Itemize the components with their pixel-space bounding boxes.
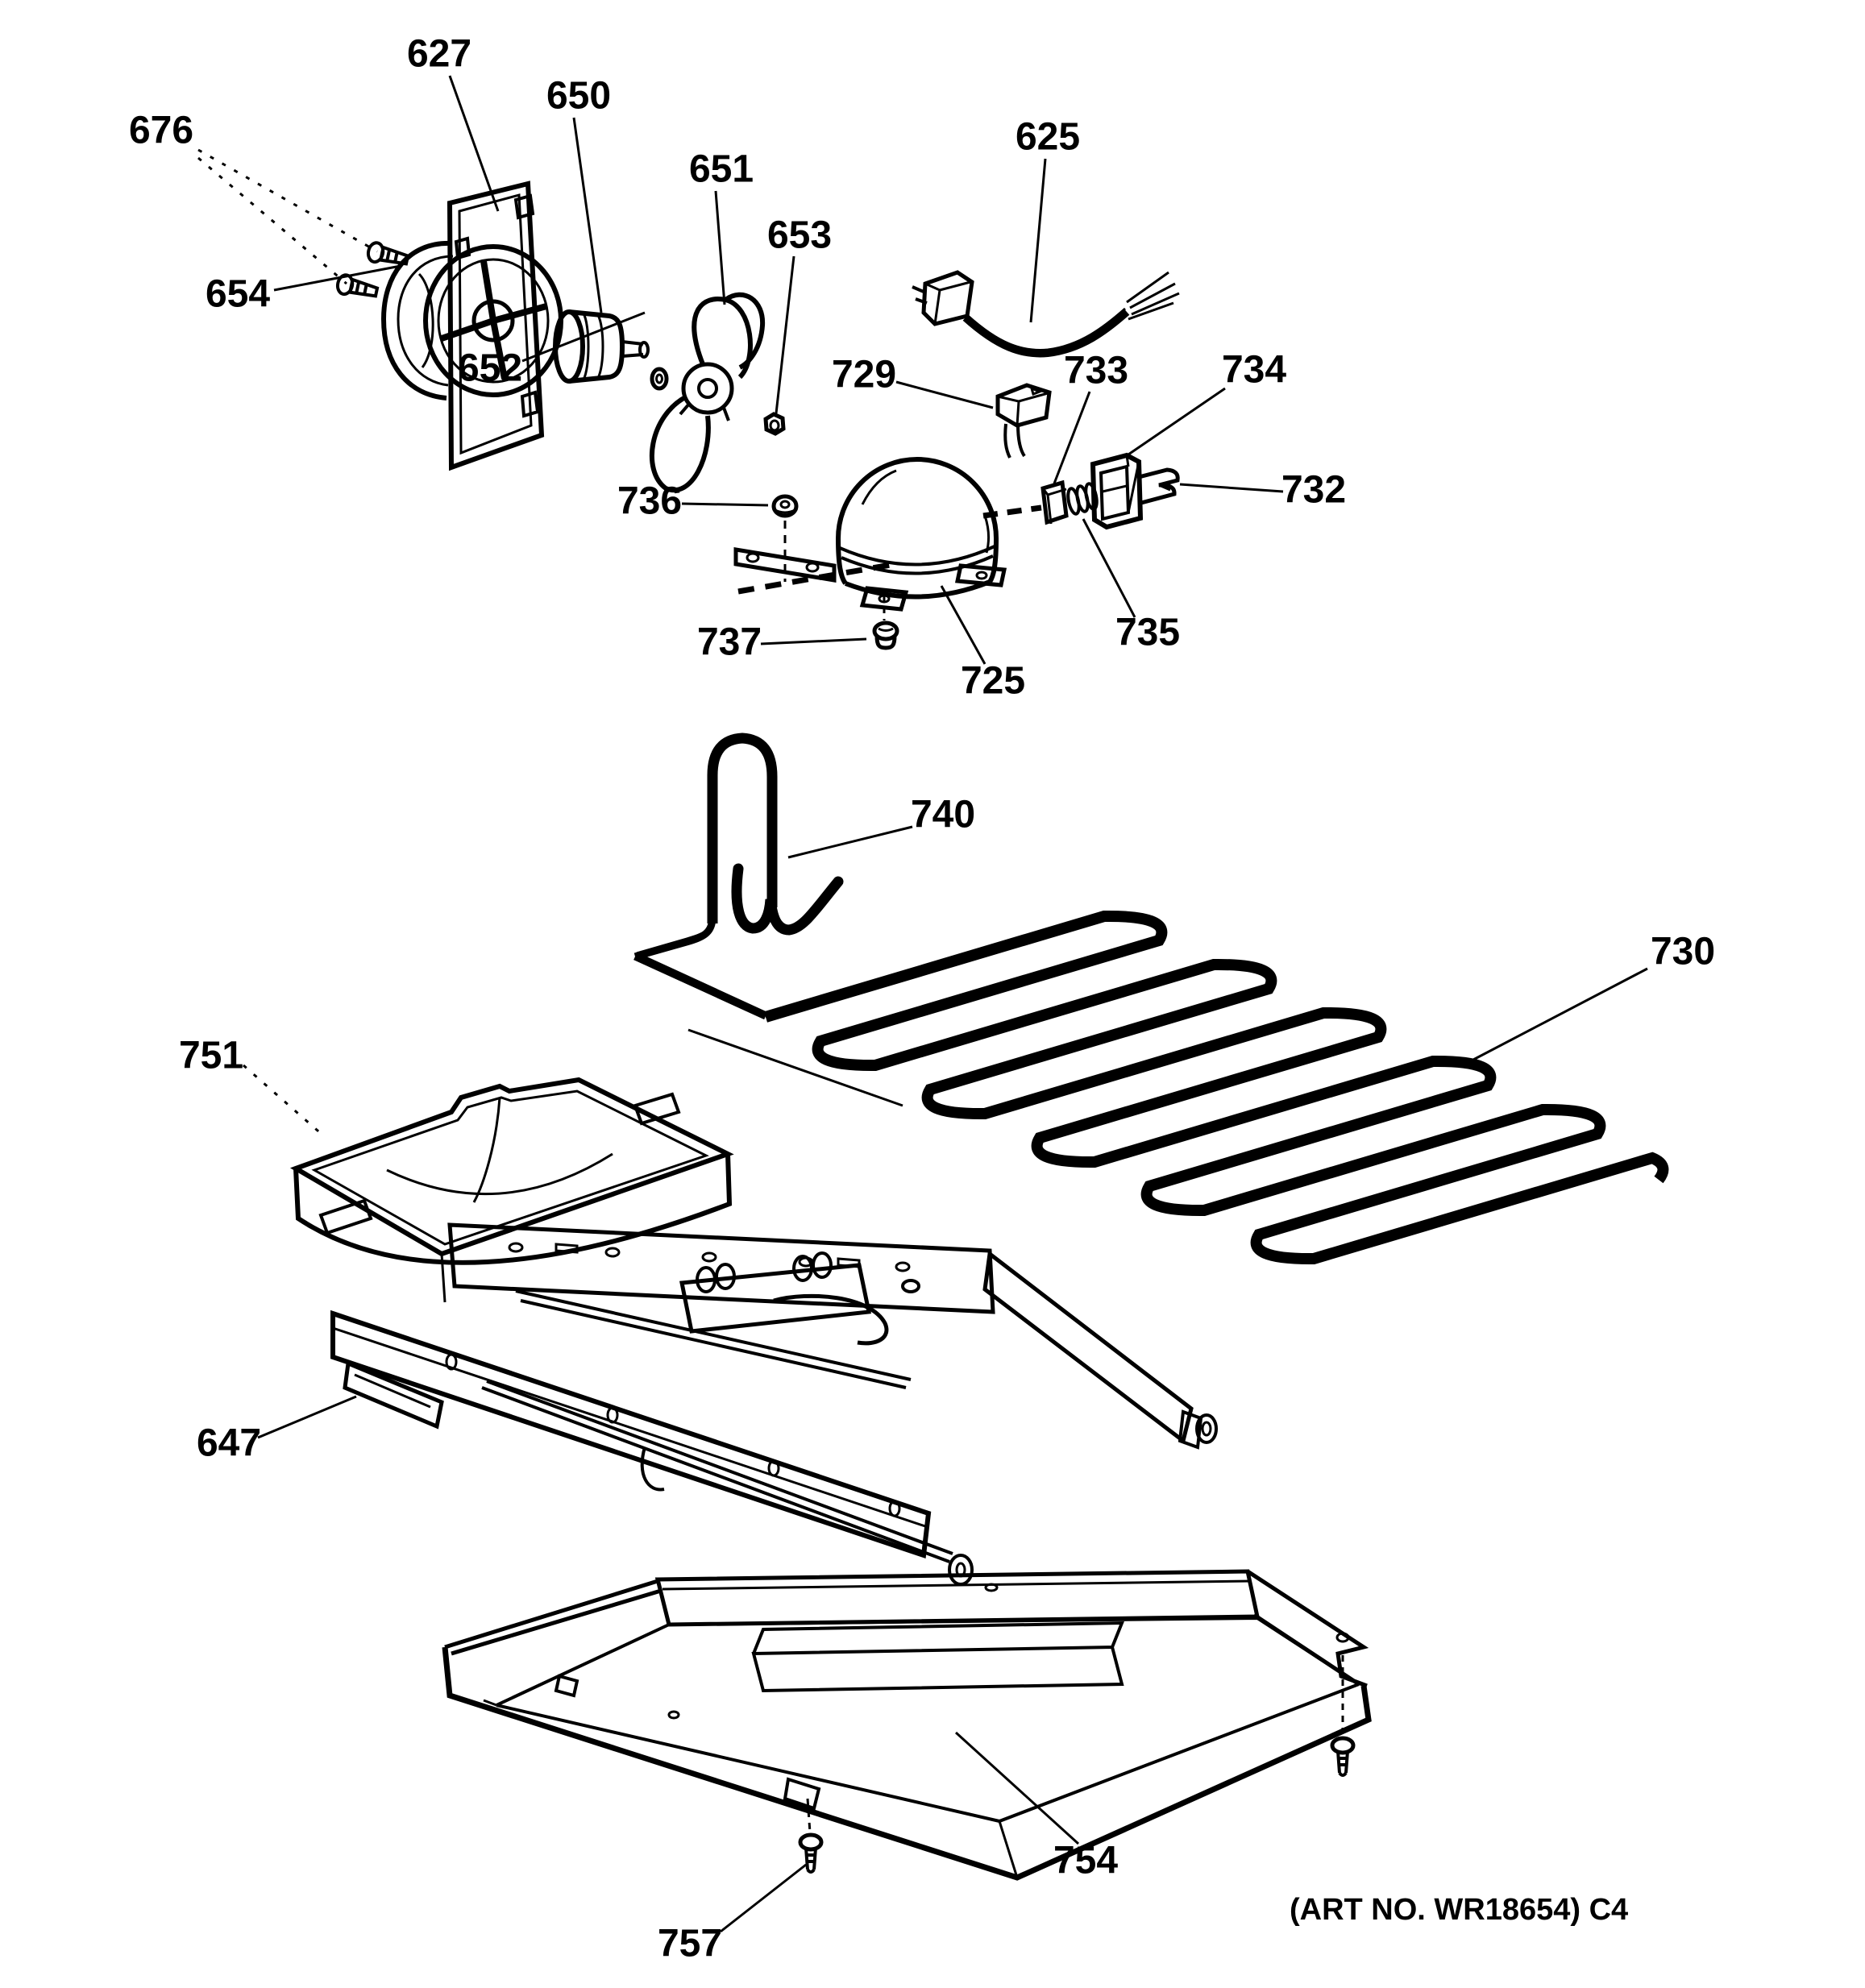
leader-line-651	[716, 191, 725, 305]
part-number-text-736: 736	[617, 479, 683, 523]
part-label-650	[546, 75, 611, 313]
leader-line-729	[896, 382, 993, 408]
part-label-735	[1083, 519, 1180, 654]
part-740-tube	[635, 738, 903, 1106]
part-number-text-754: 754	[1053, 1839, 1119, 1882]
part-label-734	[1128, 349, 1286, 454]
part-number-text-757: 757	[657, 1922, 723, 1965]
leader-line-650	[574, 118, 601, 313]
part-number-text-725: 725	[960, 659, 1026, 703]
part-737-stud	[874, 623, 897, 648]
part-number-text-730: 730	[1650, 930, 1716, 973]
part-732-clip	[1139, 470, 1178, 503]
art-number: (ART NO. WR18654) C4	[1290, 1893, 1629, 1927]
part-652-washer	[652, 369, 667, 388]
part-number-text-732: 732	[1281, 468, 1347, 512]
part-number-text-627: 627	[406, 32, 472, 76]
part-734-overload	[1093, 455, 1140, 527]
leader-line-736	[682, 504, 768, 505]
part-label-651	[689, 148, 754, 305]
part-number-text-676: 676	[128, 109, 194, 152]
leader-line-737	[761, 639, 866, 644]
leader-line-740	[788, 827, 912, 857]
part-number-text-751: 751	[178, 1034, 244, 1077]
leader-line-757	[721, 1865, 806, 1932]
part-label-729	[832, 354, 993, 408]
part-number-text-733: 733	[1063, 349, 1129, 392]
part-733-relay	[1043, 483, 1066, 524]
leader-line-725	[941, 586, 985, 664]
part-label-751	[179, 1035, 324, 1136]
part-730-condenser-coil	[766, 916, 1663, 1259]
part-label-725	[941, 586, 1025, 703]
part-base-pan-screw-right	[1332, 1655, 1353, 1775]
part-number-text-737: 737	[696, 620, 762, 664]
part-647-frame	[333, 1225, 1216, 1584]
leader-line-734	[1128, 388, 1225, 454]
part-label-737	[697, 621, 866, 664]
part-number-text-625: 625	[1015, 115, 1081, 159]
part-label-647	[197, 1397, 356, 1465]
part-number-text-654: 654	[205, 272, 271, 316]
part-number-text-740: 740	[910, 793, 976, 836]
part-650-fan-motor	[555, 312, 648, 381]
part-label-654	[206, 266, 401, 316]
leader-line-647	[258, 1397, 356, 1438]
part-label-625	[1016, 116, 1080, 322]
part-number-text-651: 651	[688, 147, 754, 191]
part-651-fan-blade	[652, 295, 762, 491]
part-label-740	[788, 794, 975, 857]
part-653-nut	[766, 414, 783, 434]
part-736-grommet	[774, 496, 796, 516]
part-label-732	[1180, 469, 1346, 512]
leader-line-676	[198, 158, 347, 284]
part-number-text-647: 647	[196, 1421, 262, 1465]
leader-line-625	[1031, 159, 1045, 322]
part-label-736	[617, 480, 768, 523]
part-label-676	[129, 110, 377, 284]
leader-line-676	[198, 150, 377, 251]
leader-line-732	[1180, 484, 1283, 492]
part-751-drip-pan	[296, 1080, 729, 1302]
part-label-754	[956, 1733, 1118, 1882]
part-625-wire-harness	[912, 272, 1179, 353]
part-number-text-653: 653	[766, 214, 833, 257]
part-label-627	[407, 33, 498, 211]
part-number-text-652: 652	[457, 347, 523, 390]
part-number-text-729: 729	[831, 353, 897, 396]
part-number-text-734: 734	[1221, 348, 1287, 392]
part-label-653	[767, 214, 832, 413]
part-number-text-650: 650	[546, 74, 612, 118]
part-754-base-pan	[445, 1571, 1369, 1878]
part-number-text-735: 735	[1115, 611, 1181, 654]
leader-line-754	[956, 1733, 1078, 1844]
leader-line-653	[776, 256, 794, 413]
part-label-757	[658, 1865, 806, 1965]
part-label-730	[1473, 931, 1715, 1060]
leader-line-627	[450, 76, 498, 211]
leader-line-751	[243, 1065, 324, 1136]
part-729-relay-connector	[998, 385, 1049, 458]
leader-line-735	[1083, 519, 1135, 617]
leader-line-733	[1054, 392, 1090, 484]
labels-layer	[129, 33, 1715, 1965]
leader-line-730	[1473, 969, 1647, 1060]
